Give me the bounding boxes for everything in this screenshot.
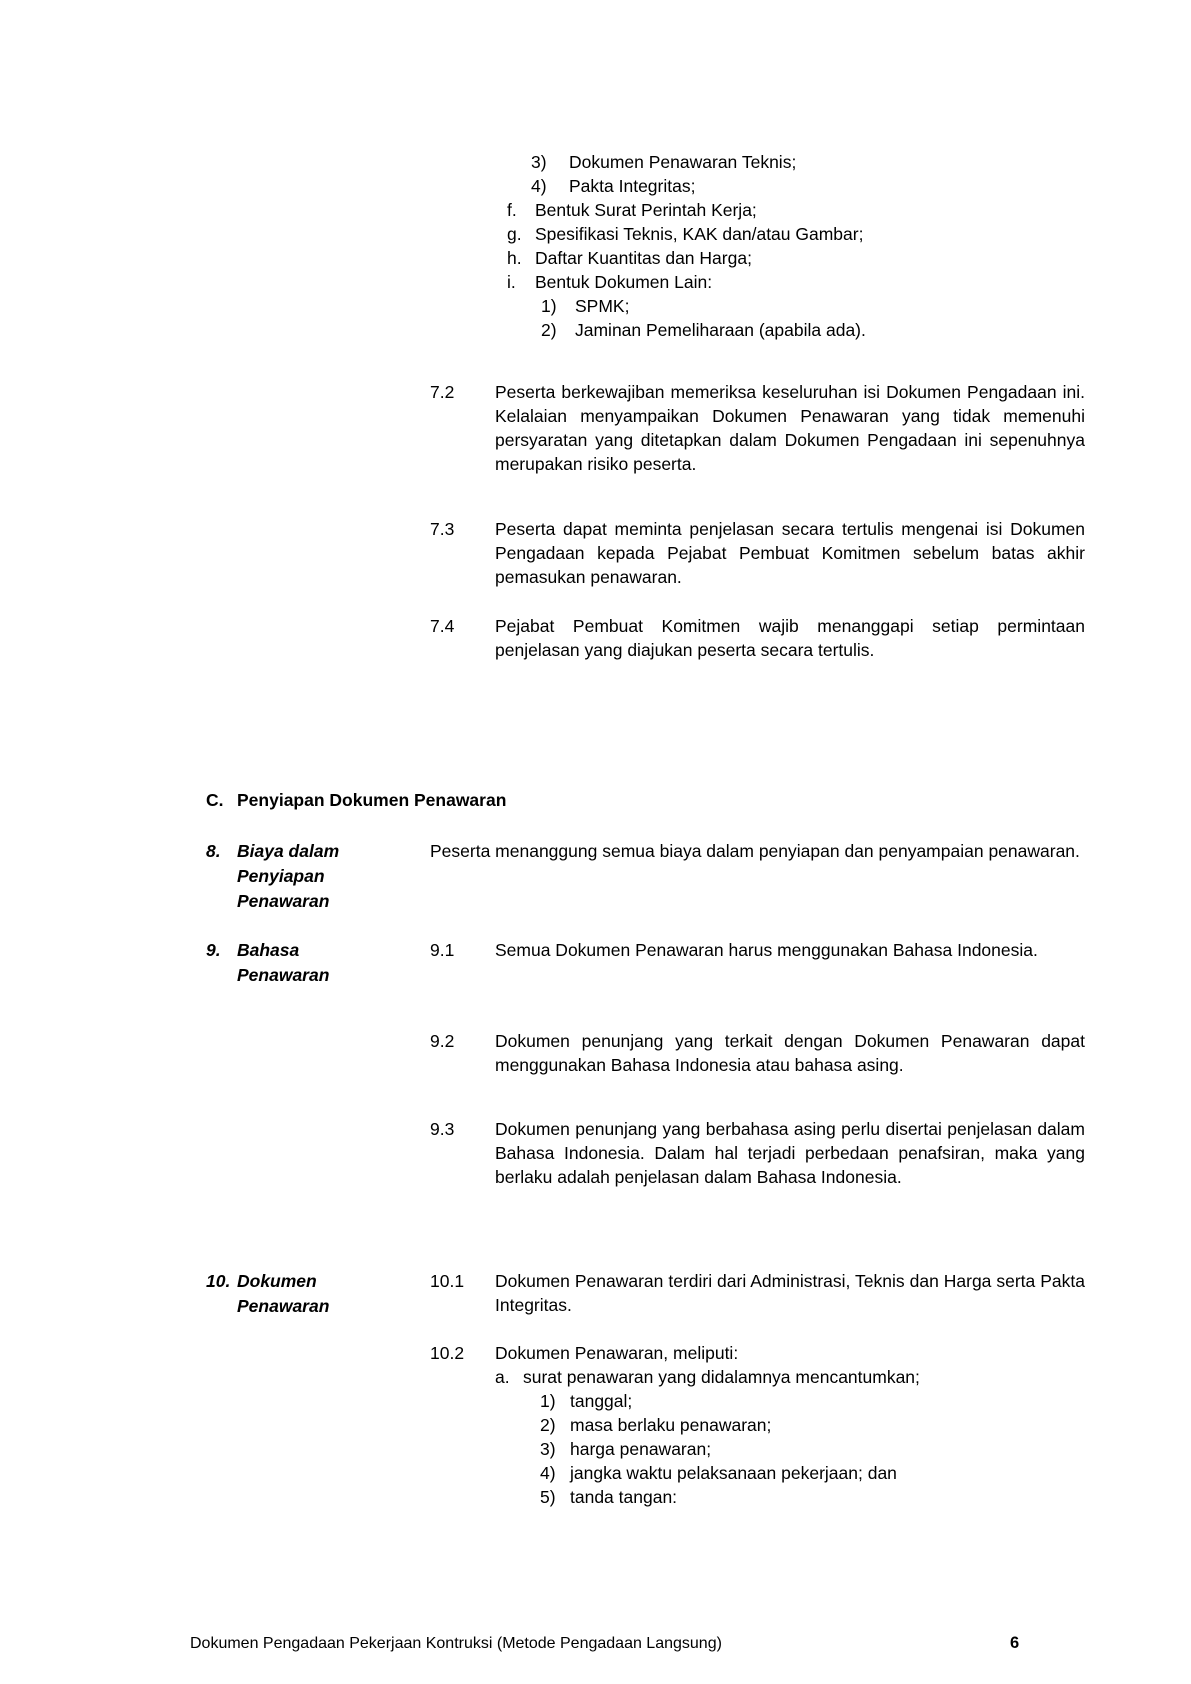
list-marker: 3) [531, 152, 547, 172]
list-marker: 1) [541, 296, 557, 316]
list-item [540, 1437, 1085, 1461]
list-item [495, 1365, 1085, 1389]
list-item-text: Jaminan Pemeliharaan (apabila ada). [575, 320, 866, 340]
list-item-text: Spesifikasi Teknis, KAK dan/atau Gambar; [535, 224, 864, 244]
list-marker: 2) [540, 1415, 556, 1435]
clause-9-1 [430, 938, 1085, 962]
clause-number: 7.3 [430, 519, 455, 539]
list-item [531, 150, 1095, 174]
clause-intro: Dokumen Penawaran, meliputi: [495, 1343, 739, 1363]
list-marker: 4) [531, 176, 547, 196]
list-marker: 5) [540, 1487, 556, 1507]
list-marker: g. [507, 224, 522, 244]
list-marker: a. [495, 1367, 510, 1387]
clause-9-2 [430, 1029, 1085, 1077]
list-marker: 1) [540, 1391, 556, 1411]
item-9-number: 9. [206, 940, 221, 960]
section-letter: C. [206, 790, 224, 810]
item-9-title: Bahasa Penawaran [237, 940, 330, 985]
list-item [540, 1461, 1085, 1485]
list-item [540, 1485, 1085, 1509]
list-item [540, 1389, 1085, 1413]
item-10-number: 10. [206, 1271, 231, 1291]
clause-number: 7.2 [430, 382, 455, 402]
clause-text: Dokumen penunjang yang terkait dengan Dokumen Penawaran dapat menggunakan Bahasa Indonesia atau bahasa asing. [495, 1031, 1085, 1075]
footer-document-title: Dokumen Pengadaan Pekerjaan Kontruksi (Metode Pengadaan Langsung) [190, 1635, 722, 1652]
list-marker: i. [507, 272, 516, 292]
list-item [507, 270, 1095, 294]
list-marker: 2) [541, 320, 557, 340]
clause-number: 10.2 [430, 1343, 465, 1363]
list-item-text: Bentuk Dokumen Lain: [535, 272, 713, 292]
clause-number: 9.3 [430, 1119, 455, 1139]
list-marker: h. [507, 248, 522, 268]
list-item [540, 1413, 1085, 1437]
list-item-text: surat penawaran yang didalamnya mencantumkan; [523, 1367, 920, 1387]
clause-10-1 [430, 1269, 1085, 1317]
list-item-text: masa berlaku penawaran; [570, 1415, 772, 1435]
item-8-body: Peserta menanggung semua biaya dalam penyiapan dan penyampaian penawaran. [430, 841, 1080, 861]
list-item-text: Pakta Integritas; [569, 176, 696, 196]
list-item-text: Bentuk Surat Perintah Kerja; [535, 200, 757, 220]
clause-text: Peserta berkewajiban memeriksa keseluruhan isi Dokumen Pengadaan ini. Kelalaian menyampaikan Dokumen Penawaran yang tidak memenuhi persyaratan yang ditetapkan dalam Dokumen Pengadaan ini sepenuhnya merupakan risiko peserta. [495, 382, 1085, 474]
list-marker: 3) [540, 1439, 556, 1459]
clause-7-2 [430, 380, 1085, 476]
clause-7-3 [430, 517, 1085, 589]
clause-text: Pejabat Pembuat Komitmen wajib menanggapi setiap permintaan penjelasan yang diajukan peserta secara tertulis. [495, 616, 1085, 660]
clause-number: 10.1 [430, 1271, 465, 1291]
item-8-title: Biaya dalam Penyiapan Penawaran [237, 841, 340, 911]
page-number: 6 [1010, 1634, 1020, 1652]
list-marker: 4) [540, 1463, 556, 1483]
list-item-text: Dokumen Penawaran Teknis; [569, 152, 797, 172]
section-title: Penyiapan Dokumen Penawaran [237, 790, 507, 810]
list-item [541, 294, 1095, 318]
list-item-text: jangka waktu pelaksanaan pekerjaan; dan [570, 1463, 897, 1483]
list-item [541, 318, 1095, 342]
list-item [507, 222, 1095, 246]
list-item-text: SPMK; [575, 296, 630, 316]
item-8-number: 8. [206, 841, 221, 861]
list-item-text: Daftar Kuantitas dan Harga; [535, 248, 752, 268]
continuation-list [495, 150, 1095, 342]
list-item-text: tanggal; [570, 1391, 633, 1411]
clause-text: Dokumen Penawaran terdiri dari Administrasi, Teknis dan Harga serta Pakta Integritas. [495, 1271, 1085, 1315]
clause-7-4 [430, 614, 1085, 662]
list-item [507, 246, 1095, 270]
list-marker: f. [507, 200, 517, 220]
clause-10-2 [430, 1341, 1085, 1509]
clause-number: 7.4 [430, 616, 455, 636]
clause-text: Dokumen penunjang yang berbahasa asing perlu disertai penjelasan dalam Bahasa Indonesia. Dalam hal terjadi perbedaan penafsiran, maka yang berlaku adalah penjelasan dalam Bahasa Indonesia. [495, 1119, 1085, 1187]
clause-text: Peserta dapat meminta penjelasan secara tertulis mengenai isi Dokumen Pengadaan kepada Pejabat Pembuat Komitmen sebelum batas akhir pemasukan penawaran. [495, 519, 1085, 587]
clause-content [495, 1341, 1085, 1509]
list-item-text: tanda tangan: [570, 1487, 678, 1507]
list-item [531, 174, 1095, 198]
list-item-text: harga penawaran; [570, 1439, 712, 1459]
clause-number: 9.2 [430, 1031, 455, 1051]
section-c-heading [206, 788, 506, 812]
clause-text: Semua Dokumen Penawaran harus menggunakan Bahasa Indonesia. [495, 940, 1038, 960]
list-item [507, 198, 1095, 222]
item-10-title: Dokumen Penawaran [237, 1271, 330, 1316]
clause-9-3 [430, 1117, 1085, 1189]
clause-number: 9.1 [430, 940, 455, 960]
